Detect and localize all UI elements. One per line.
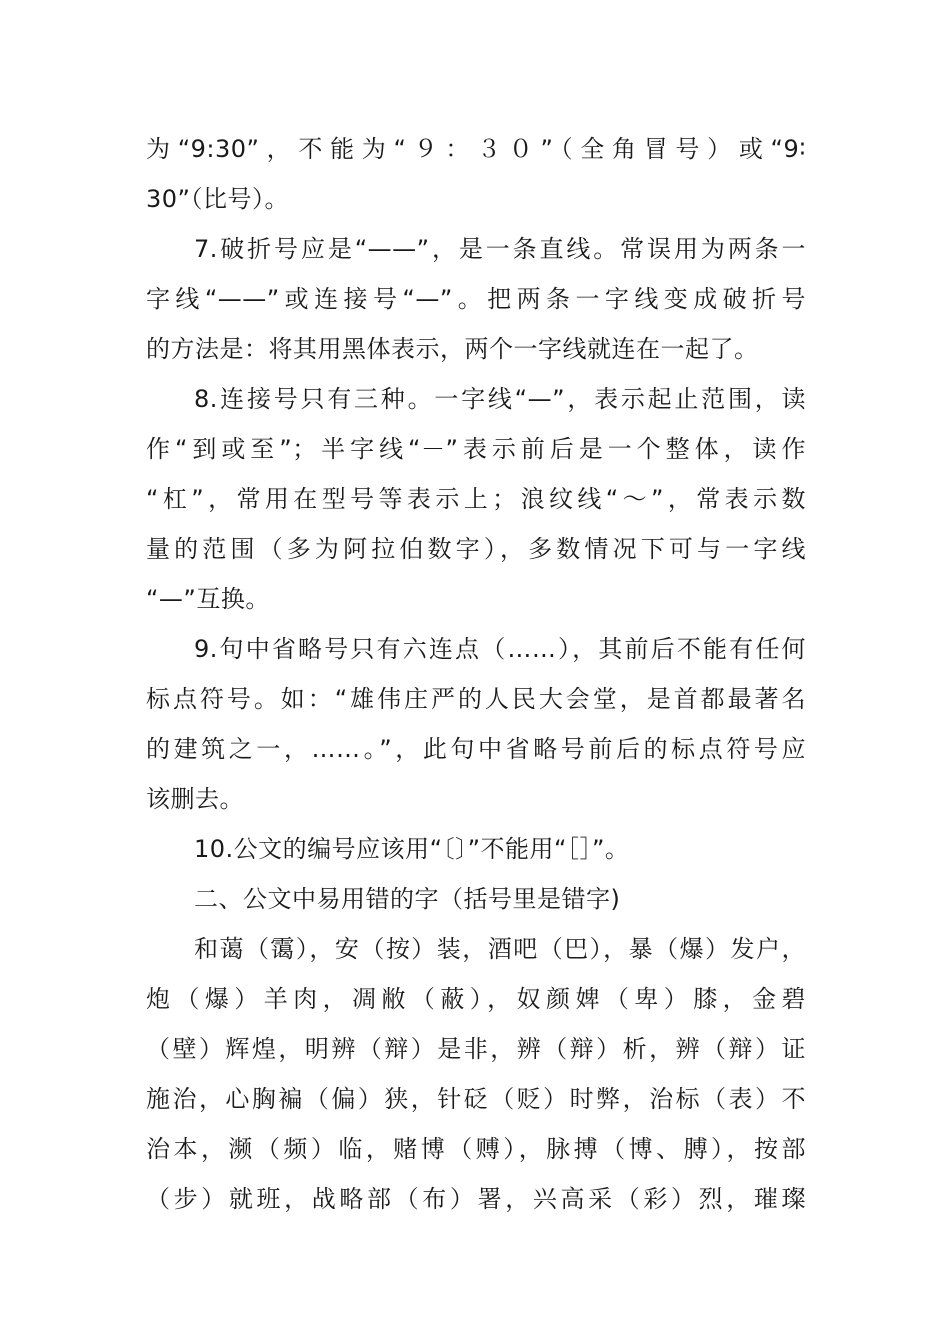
typo-list-line: 和蔼（霭），安（按）装，酒吧（巴），暴（爆）发户， <box>194 935 806 963</box>
paragraph-8-line: 8.连接号只有三种。一字线“—”，表示起止范围，读 <box>194 385 806 413</box>
paragraph-7-line: 7.破折号应是“——”，是一条直线。常误用为两条一 <box>194 235 806 263</box>
text-line: 为“9:30”，不能为“９：３０”（全角冒号）或“9∶ <box>146 135 806 163</box>
text-line: 炮（爆）羊肉，凋敝（蔽），奴颜婢（卑）膝，金碧 <box>146 985 806 1013</box>
document-body <box>146 124 806 1224</box>
paragraph-9-line: 9.句中省略号只有六连点（……），其前后不能有任何 <box>194 635 806 663</box>
text-line: 的方法是：将其用黑体表示，两个一字线就连在一起了。 <box>146 335 759 363</box>
text-line: 量的范围（多为阿拉伯数字），多数情况下可与一字线 <box>146 535 806 563</box>
section-heading: 二、公文中易用错的字（括号里是错字) <box>194 885 621 913</box>
text-line: 该删去。 <box>146 785 244 813</box>
text-line: 施治，心胸褊（偏）狭，针砭（贬）时弊，治标（表）不 <box>146 1085 806 1113</box>
text-line: 的建筑之一，……。”，此句中省略号前后的标点符号应 <box>146 735 806 763</box>
text-line: 30”（比号）。 <box>146 185 289 213</box>
text-line: 作“到或至”；半字线“－”表示前后是一个整体，读作 <box>146 435 806 463</box>
text-line: 字线“——”或连接号“—”。把两条一字线变成破折号 <box>146 285 806 313</box>
text-line: “杠”，常用在型号等表示上；浪纹线“～”，常表示数 <box>146 485 806 513</box>
text-line: “—”互换。 <box>146 585 270 613</box>
text-line: （壁）辉煌，明辨（辩）是非，辨（辩）析，辨（辩）证 <box>146 1035 806 1063</box>
text-line: （步）就班，战略部（布）署，兴高采（彩）烈，璀璨 <box>146 1185 806 1213</box>
text-line: 治本，濒（频）临，赌博（赙），脉搏（博、膊），按部 <box>146 1135 806 1163</box>
text-line: 标点符号。如：“雄伟庄严的人民大会堂，是首都最著名 <box>146 685 806 713</box>
paragraph-10-line: 10.公文的编号应该用“〔〕”不能用“［］”。 <box>194 835 630 863</box>
